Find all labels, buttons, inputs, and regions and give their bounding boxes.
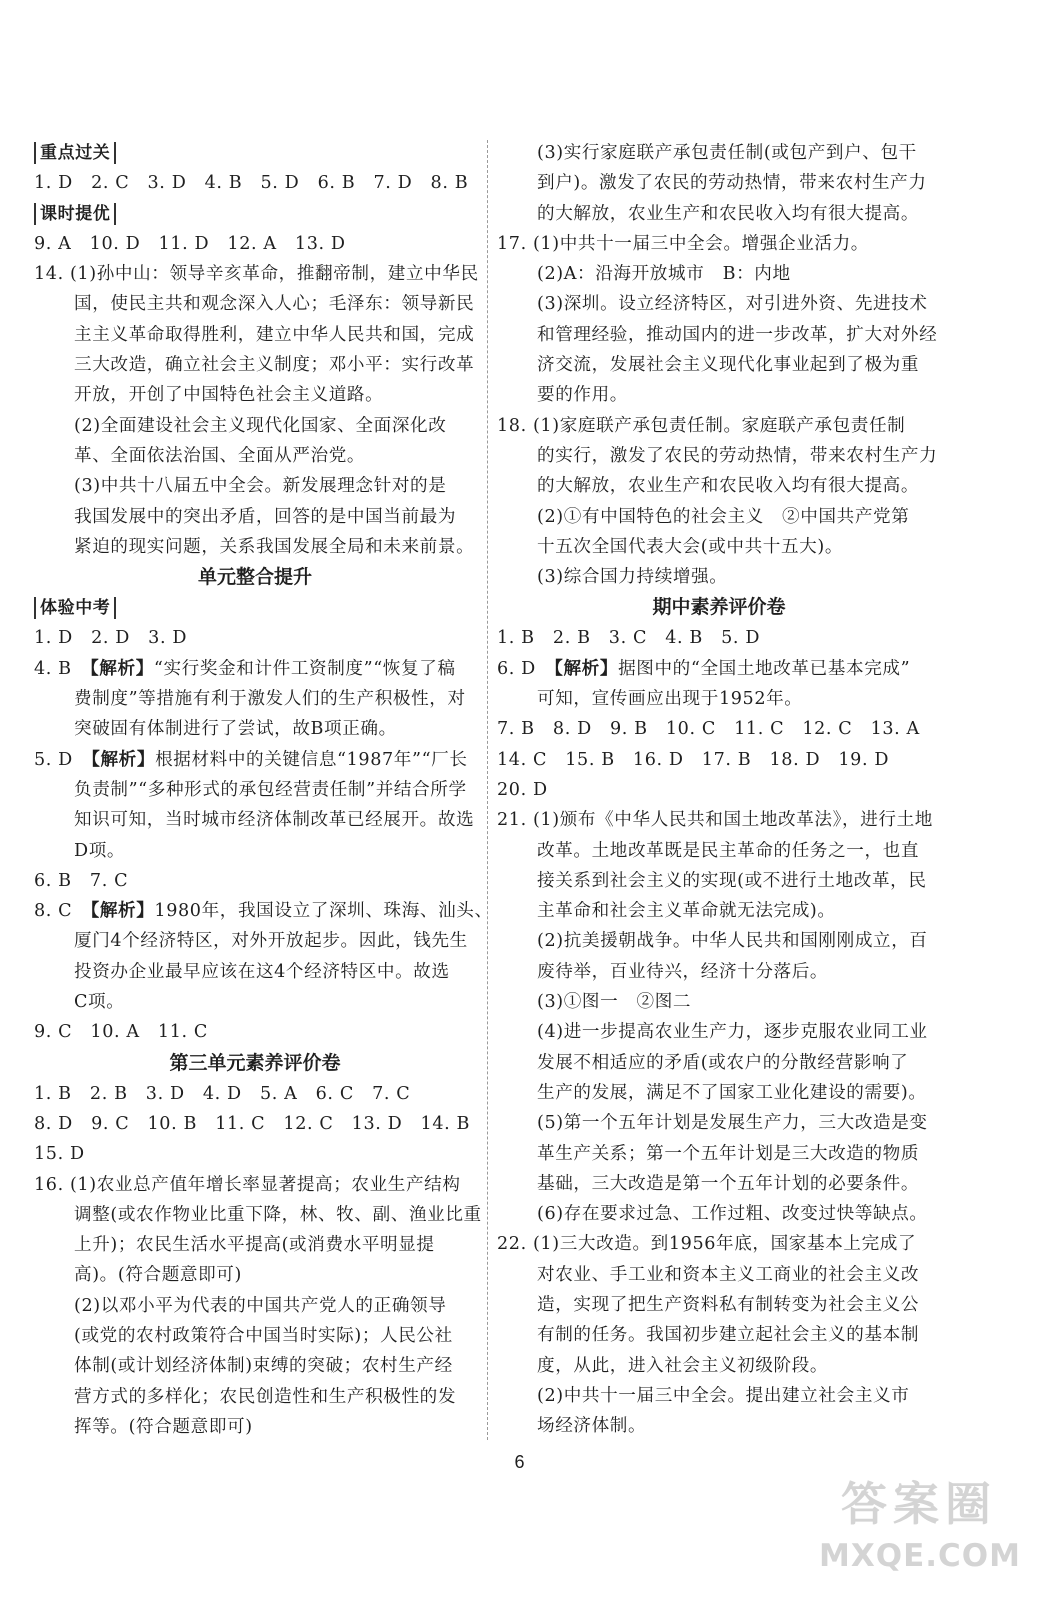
answer-line-continued: C项。 bbox=[74, 992, 125, 1013]
answer-line-continued: 突破固有体制进行了尝试，故B项正确。 bbox=[74, 719, 397, 740]
answer-line-continued: (5)第一个五年计划是发展生产力，三大改造是变 bbox=[537, 1113, 928, 1134]
answer-line: 5. D 【解析】根据材料中的关键信息“1987年”“厂长 bbox=[34, 749, 468, 770]
answer-line: 22. (1)三大改造。到1956年底，国家基本上完成了 bbox=[497, 1234, 917, 1255]
answer-line-continued: (或党的农村政策符合中国当时实际)；人民公社 bbox=[74, 1325, 453, 1346]
answer-line-continued: (3)综合国力持续增强。 bbox=[537, 567, 728, 588]
answer-line: 4. B 【解析】“实行奖金和计件工资制度”“恢复了稿 bbox=[34, 658, 456, 679]
section-heading: 期中素养评价卷 bbox=[652, 596, 786, 619]
answer-line-continued: 投资办企业最早应该在这4个经济特区中。故选 bbox=[74, 961, 450, 982]
answer-line-continued: 基础，三大改造是第一个五年计划的必要条件。 bbox=[537, 1173, 920, 1194]
analysis-marker: 【解析】 bbox=[89, 658, 154, 679]
analysis-marker: 【解析】 bbox=[91, 749, 156, 770]
answer-line-continued: (3)实行家庭联产承包责任制(或包产到户、包干 bbox=[537, 143, 917, 163]
answer-line-continued: 济交流，发展社会主义现代化事业起到了极为重 bbox=[537, 355, 920, 376]
answer-line: 18. (1)家庭联产承包责任制。家庭联产承包责任制 bbox=[497, 415, 906, 436]
section-label-row bbox=[34, 138, 476, 168]
answer-line-continued: 有制的任务。我国初步建立起社会主义的基本制 bbox=[537, 1325, 920, 1346]
answer-line-continued: 高)。(符合题意即可) bbox=[74, 1265, 242, 1286]
answer-line: 16. (1)农业总产值年增长率显著提高；农业生产结构 bbox=[34, 1174, 461, 1195]
answer-line-continued: 体制(或计划经济体制)束缚的突破；农村生产经 bbox=[74, 1356, 453, 1377]
answer-line: 20. D bbox=[497, 779, 548, 800]
right-column bbox=[497, 138, 941, 1441]
answer-line-continued: (3)中共十八届五中全会。新发展理念针对的是 bbox=[74, 476, 447, 497]
answer-line: 8. D 9. C 10. B 11. C 12. C 13. D 14. B bbox=[34, 1113, 471, 1134]
answer-line-continued: 三大改造，确立社会主义制度；邓小平：实行改革 bbox=[74, 355, 475, 376]
answer-line-continued: (3)深圳。设立经济特区，对引进外资、先进技术 bbox=[537, 294, 928, 315]
section-label: 课时提优 bbox=[34, 203, 116, 225]
answer-line-continued: 费制度”等措施有利于激发人们的生产积极性，对 bbox=[74, 689, 466, 710]
answer-line: 17. (1)中共十一届三中全会。增强企业活力。 bbox=[497, 233, 869, 254]
section-label-row bbox=[34, 199, 476, 229]
answer-line: 8. C 【解析】1980年，我国设立了深圳、珠海、汕头、 bbox=[34, 901, 493, 922]
answer-line-continued: (2)中共十一届三中全会。提出建立社会主义市 bbox=[537, 1385, 910, 1406]
answer-line-continued: (2)以邓小平为代表的中国共产党人的正确领导 bbox=[74, 1295, 447, 1316]
column-divider bbox=[487, 140, 488, 1440]
answer-line: 6. D 【解析】据图中的“全国土地改革已基本完成” bbox=[497, 658, 911, 679]
answer-line-continued: 场经济体制。 bbox=[537, 1416, 647, 1437]
answer-line-continued: 国，使民主共和观念深入人心；毛泽东：领导新民 bbox=[74, 294, 475, 315]
answer-line-continued: 挥等。(符合题意即可) bbox=[74, 1416, 253, 1437]
answer-line-continued: 主革命和社会主义革命就无法完成)。 bbox=[537, 901, 836, 922]
answer-line-continued: 我国发展中的突出矛盾，回答的是中国当前最为 bbox=[74, 506, 457, 527]
answer-line-continued: (4)进一步提高农业生产力，逐步克服农业同工业 bbox=[537, 1022, 928, 1043]
answer-line: 9. C 10. A 11. C bbox=[34, 1022, 208, 1043]
answer-line: 1. B 2. B 3. D 4. D 5. A 6. C 7. C bbox=[34, 1083, 411, 1104]
answer-line-continued: 的大解放，农业生产和农民收入均有很大提高。 bbox=[537, 476, 920, 497]
section-heading: 单元整合提升 bbox=[197, 566, 312, 589]
answer-line: 14. (1)孙中山：领导辛亥革命，推翻帝制，建立中华民 bbox=[34, 264, 479, 285]
answer-line-continued: 生产的发展，满足不了国家工业化建设的需要)。 bbox=[537, 1082, 927, 1103]
answer-line-continued: 可知，宣传画应出现于1952年。 bbox=[537, 689, 803, 710]
answer-line-continued: 的大解放，农业生产和农民收入均有很大提高。 bbox=[537, 203, 920, 224]
answer-line-continued: 废待举，百业待兴，经济十分落后。 bbox=[537, 961, 829, 982]
answer-line: 21. (1)颁布《中华人民共和国土地改革法》，进行土地 bbox=[497, 810, 933, 831]
answer-line-continued: 紧迫的现实问题，关系我国发展全局和未来前景。 bbox=[74, 536, 475, 557]
watermark-bottom: MXQE.COM bbox=[819, 1538, 1022, 1574]
answer-line: 1. D 2. D 3. D bbox=[34, 628, 188, 649]
analysis-marker: 【解析】 bbox=[90, 901, 155, 922]
answer-line-continued: 对农业、手工业和资本主义工商业的社会主义改 bbox=[537, 1264, 920, 1285]
watermark-top: 答案圈 bbox=[841, 1477, 997, 1531]
answer-line-continued: 的实行，激发了农民的劳动热情，带来农村生产力 bbox=[537, 445, 938, 466]
answer-line-continued: 调整(或农作物业比重下降，林、牧、副、渔业比重 bbox=[74, 1204, 482, 1225]
answer-line-continued: 十五次全国代表大会(或中共十五大)。 bbox=[537, 536, 844, 557]
answer-line-continued: (2)全面建设社会主义现代化国家、全面深化改 bbox=[74, 415, 447, 436]
answer-line: 9. A 10. D 11. D 12. A 13. D bbox=[34, 233, 346, 254]
analysis-marker: 【解析】 bbox=[554, 658, 619, 679]
answer-line-continued: 开放，开创了中国特色社会主义道路。 bbox=[74, 385, 384, 406]
answer-line-continued: 接关系到社会主义的实现(或不进行土地改革，民 bbox=[537, 870, 927, 891]
section-label: 重点过关 bbox=[34, 142, 116, 164]
answer-line: 1. D 2. C 3. D 4. B 5. D 6. B 7. D 8. B bbox=[34, 173, 469, 194]
section-heading: 第三单元素养评价卷 bbox=[169, 1051, 341, 1074]
section-label: 体验中考 bbox=[34, 597, 116, 619]
answer-line-continued: (2)①有中国特色的社会主义 ②中国共产党第 bbox=[537, 506, 910, 527]
answer-line-continued: 要的作用。 bbox=[537, 385, 628, 406]
answer-line-continued: 知识可知，当时城市经济体制改革已经展开。故选 bbox=[74, 810, 475, 831]
answer-line: 14. C 15. B 16. D 17. B 18. D 19. D bbox=[497, 749, 890, 770]
answer-line-continued: (6)存在要求过急、工作过粗、改变过快等缺点。 bbox=[537, 1204, 928, 1225]
answer-line-continued: (2)抗美援朝战争。中华人民共和国刚刚成立，百 bbox=[537, 931, 928, 952]
answer-line: 15. D bbox=[34, 1144, 85, 1165]
answer-line-continued: 发展不相适应的矛盾(或农户的分散经营影响了 bbox=[537, 1052, 909, 1073]
answer-line-continued: 革、全面依法治国、全面从严治党。 bbox=[74, 445, 366, 466]
answer-line-continued: D项。 bbox=[74, 840, 126, 861]
answer-line-continued: 营方式的多样化；农民创造性和生产积极性的发 bbox=[74, 1386, 457, 1407]
answer-line-continued: 度，从此，进入社会主义初级阶段。 bbox=[537, 1355, 829, 1376]
answer-line-continued: 主主义革命取得胜利，建立中华人民共和国，完成 bbox=[74, 324, 475, 345]
answer-line-continued: (2)A：沿海开放城市 B：内地 bbox=[537, 264, 791, 285]
answer-line-continued: (3)①图一 ②图二 bbox=[537, 992, 692, 1013]
answer-line-continued: 造，实现了把生产资料私有制转变为社会主义公 bbox=[537, 1294, 920, 1315]
answer-line-continued: 上升)；农民生活水平提高(或消费水平明显提 bbox=[74, 1235, 435, 1256]
answer-line-continued: 到户)。激发了农民的劳动热情，带来农村生产力 bbox=[537, 173, 927, 194]
answer-line: 1. B 2. B 3. C 4. B 5. D bbox=[497, 628, 761, 649]
answer-line-continued: 革生产关系；第一个五年计划是三大改造的物质 bbox=[537, 1143, 920, 1164]
answer-line-continued: 和管理经验，推动国内的进一步改革，扩大对外经 bbox=[537, 324, 938, 345]
section-label-row bbox=[34, 593, 476, 623]
page-number: 6 bbox=[514, 1452, 525, 1472]
left-column bbox=[34, 138, 493, 1442]
answer-line: 6. B 7. C bbox=[34, 870, 129, 891]
answer-line-continued: 改革。土地改革既是民主革命的任务之一，也直 bbox=[537, 840, 920, 861]
watermark-logo bbox=[819, 1472, 1022, 1592]
answer-line: 7. B 8. D 9. B 10. C 11. C 12. C 13. A bbox=[497, 719, 920, 740]
answer-line-continued: 厦门4个经济特区，对外开放起步。因此，钱先生 bbox=[74, 931, 468, 952]
answer-line-continued: 负责制”“多种形式的承包经营责任制”并结合所学 bbox=[74, 779, 467, 800]
